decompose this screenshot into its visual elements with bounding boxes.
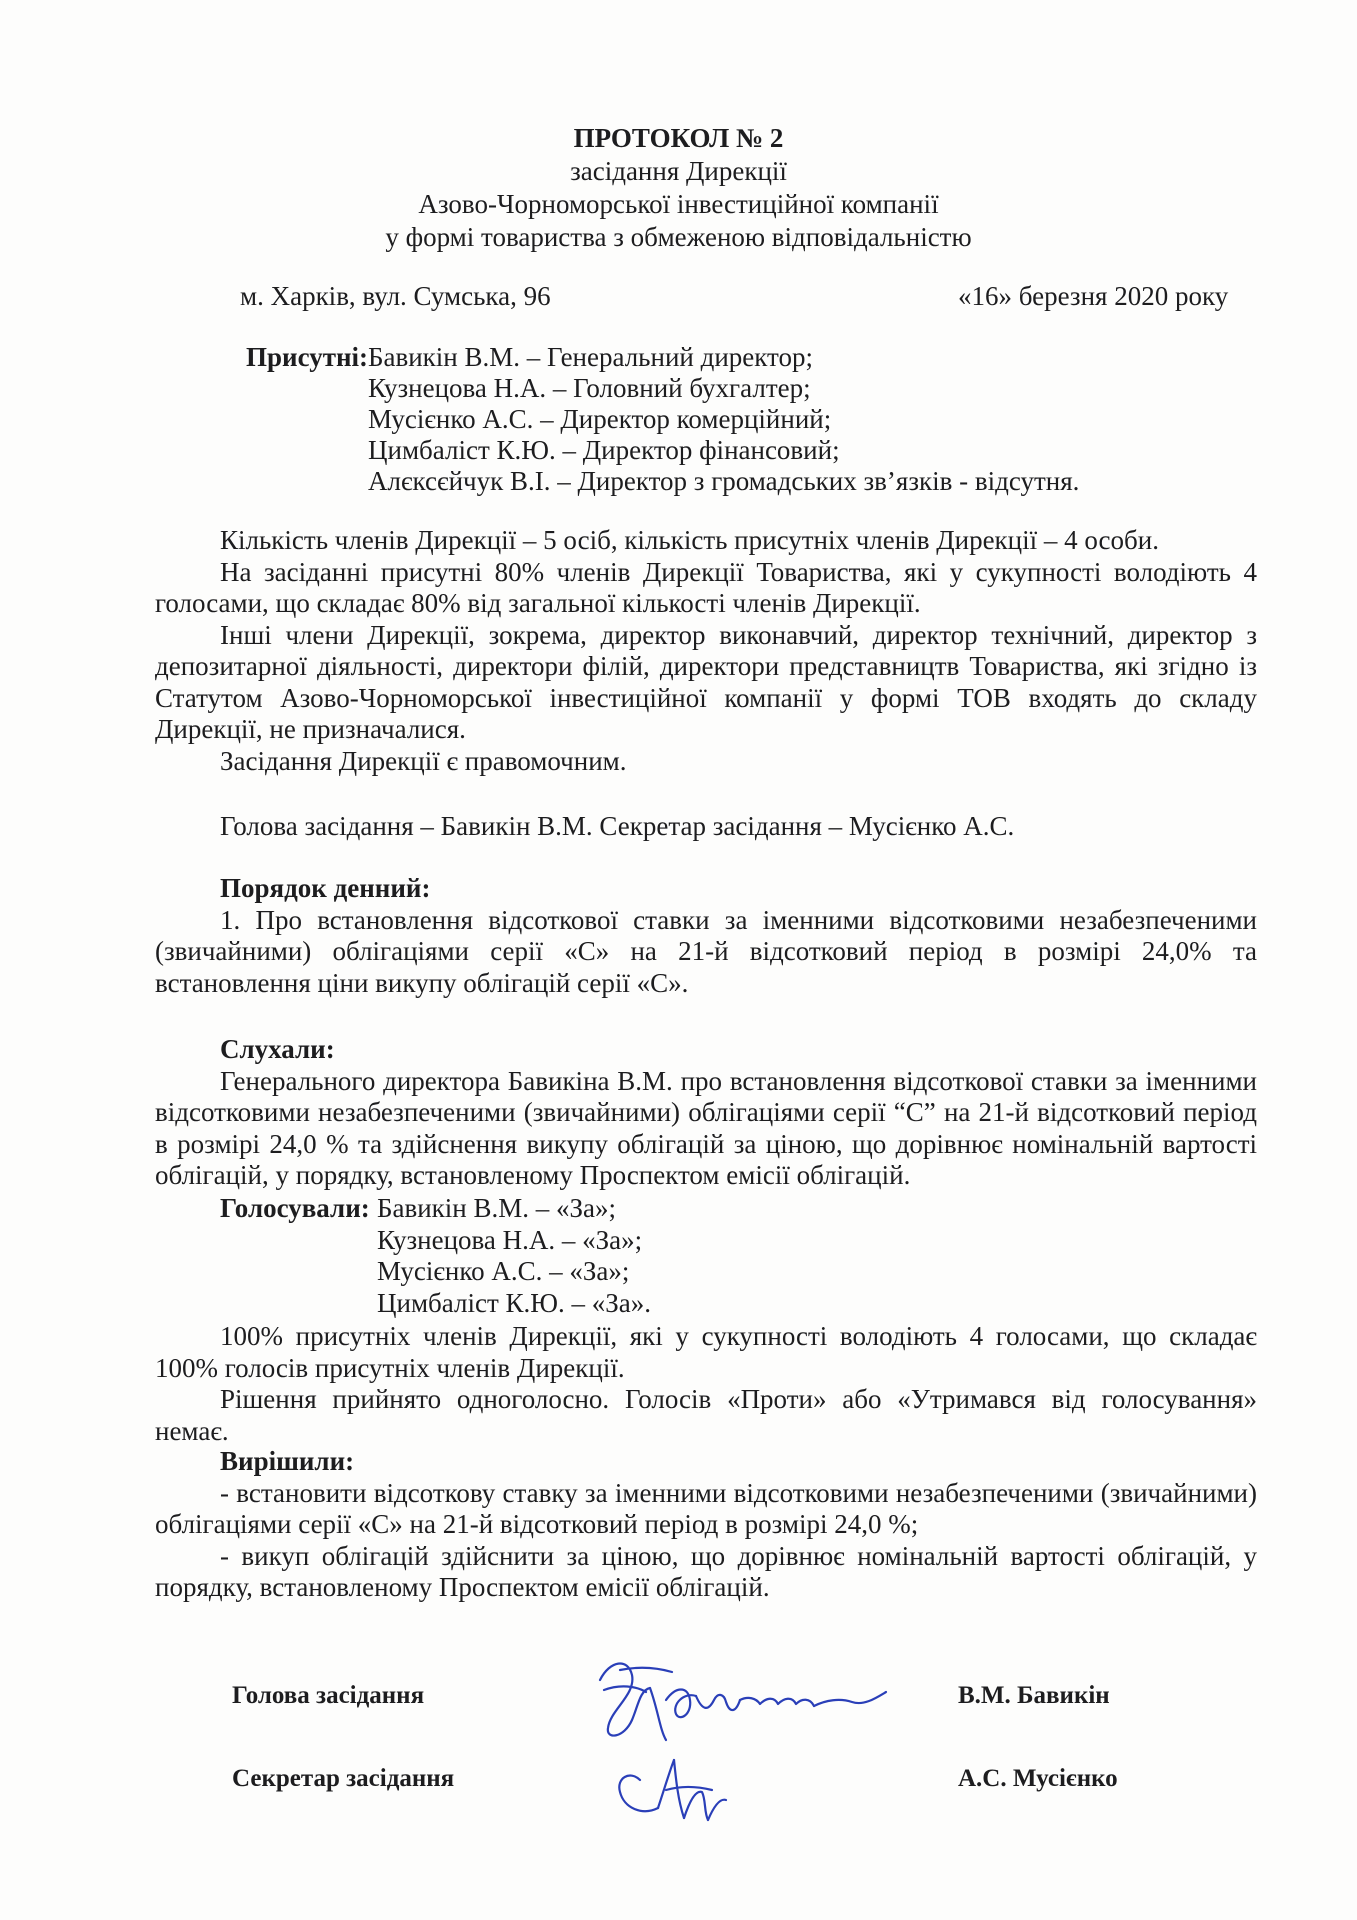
- attendee-item: Цимбаліст К.Ю. – Директор фінансовий;: [368, 435, 840, 465]
- document-title: ПРОТОКОЛ № 2: [573, 123, 784, 153]
- chair-secretary-text: Голова засідання – Бавикін В.М. Секретар засідання – Мусієнко А.С.: [220, 811, 1015, 841]
- handwritten-signature: [580, 1640, 920, 1840]
- voting-label: Голосували:: [220, 1193, 370, 1223]
- vote-item: Мусієнко А.С. – «За»;: [377, 1256, 630, 1286]
- vote-results: [155, 1321, 1257, 1447]
- decided-section: [155, 1446, 1257, 1604]
- quorum-paragraph: Кількість членів Дирекції – 5 осіб, кількість присутніх членів Дирекції – 4 особи.: [220, 525, 1159, 555]
- header-line-company: Азово-Чорноморської інвестиційної компанії: [418, 189, 939, 219]
- heard-section: [155, 1034, 1257, 1192]
- decided-heading: Вирішили:: [220, 1446, 355, 1476]
- attendee-item: Алєксєйчук В.І. – Директор з громадських зв’язків - відсутня.: [368, 466, 1080, 496]
- quorum-paragraph: На засіданні присутні 80% членів Дирекції Товариства, які у сукупності володіють 4 голосами, що складає 80% від загальної кількості членів Дирекції.: [155, 556, 1257, 618]
- header-line-form: у формі товариства з обмеженою відповідальністю: [385, 222, 972, 252]
- vote-item: Бавикін В.М. – «За»;: [377, 1193, 617, 1223]
- quorum-section: [155, 525, 1257, 777]
- attendee-item: Мусієнко А.С. – Директор комерційний;: [368, 404, 832, 434]
- secretary-name: А.С. Мусієнко: [958, 1765, 1118, 1792]
- document-header: [0, 122, 1357, 254]
- attendees-label: Присутні:: [246, 342, 369, 372]
- voting-block: [220, 1193, 651, 1319]
- chair-secretary-line: [155, 811, 1257, 843]
- vote-item: Кузнецова Н.А. – «За»;: [377, 1224, 643, 1255]
- agenda-item: 1. Про встановлення відсоткової ставки за іменними відсотковими незабезпеченими (звичайними) облігаціями серії «С» на 21-й відсотковий період в розмірі 24,0% та встановлення ціни викупу облігацій серії «С».: [155, 904, 1257, 998]
- heard-text: Генерального директора Бавикіна В.М. про встановлення відсоткової ставки за іменними відсотковими незабезпеченими (звичайними) облігаціями серії “С” на 21-й відсотковий період в розмірі 24,0 % та здійснення викупу облігацій за ціною, що дорівнює номінальній вартості облігацій, у порядку, встановленому Проспектом емісії облігацій.: [155, 1065, 1257, 1190]
- agenda-section: [155, 873, 1257, 999]
- quorum-paragraph: Засідання Дирекції є правомочним.: [220, 745, 627, 776]
- decided-item: - викуп облігацій здійснити за ціною, що дорівнює номінальній вартості облігацій, у порядку, встановленому Проспектом емісії облігацій.: [155, 1540, 1257, 1602]
- vote-result-paragraph: 100% присутніх членів Дирекції, які у сукупності володіють 4 голосами, що складає 100% голосів присутніх членів Дирекції.: [155, 1321, 1257, 1383]
- vote-item: Цимбаліст К.Ю. – «За».: [377, 1287, 652, 1318]
- header-line-meeting: засідання Дирекції: [570, 156, 787, 186]
- decided-item: - встановити відсоткову ставку за іменними відсотковими незабезпеченими (звичайними) облігаціями серії «С» на 21-й відсотковий період в розмірі 24,0 %;: [155, 1477, 1257, 1539]
- attendees-block: [246, 342, 1079, 497]
- meeting-date: «16» березня 2020 року: [958, 281, 1229, 311]
- heard-heading: Слухали:: [220, 1034, 335, 1064]
- attendee-item: Кузнецова Н.А. – Головний бухгалтер;: [368, 373, 811, 403]
- secretary-signature-label: Секретар засідання: [232, 1765, 455, 1792]
- quorum-paragraph: Інші члени Дирекції, зокрема, директор виконавчий, директор технічний, директор з депозитарної діяльності, директори філій, директори представництв Товариства, які згідно із Статутом Азово-Чорноморської інвестиційної компанії у формі ТОВ входять до складу Дирекції, не призначалися.: [155, 619, 1257, 744]
- chair-signature-label: Голова засідання: [232, 1682, 425, 1709]
- vote-result-paragraph: Рішення прийнято одноголосно. Голосів «Проти» або «Утримався від голосування» немає.: [155, 1384, 1257, 1446]
- meeting-location: м. Харків, вул. Сумська, 96: [240, 281, 551, 311]
- attendee-item: Бавикін В.М. – Генеральний директор;: [368, 342, 813, 372]
- chair-name: В.М. Бавикін: [958, 1682, 1110, 1709]
- agenda-heading: Порядок денний:: [220, 873, 431, 903]
